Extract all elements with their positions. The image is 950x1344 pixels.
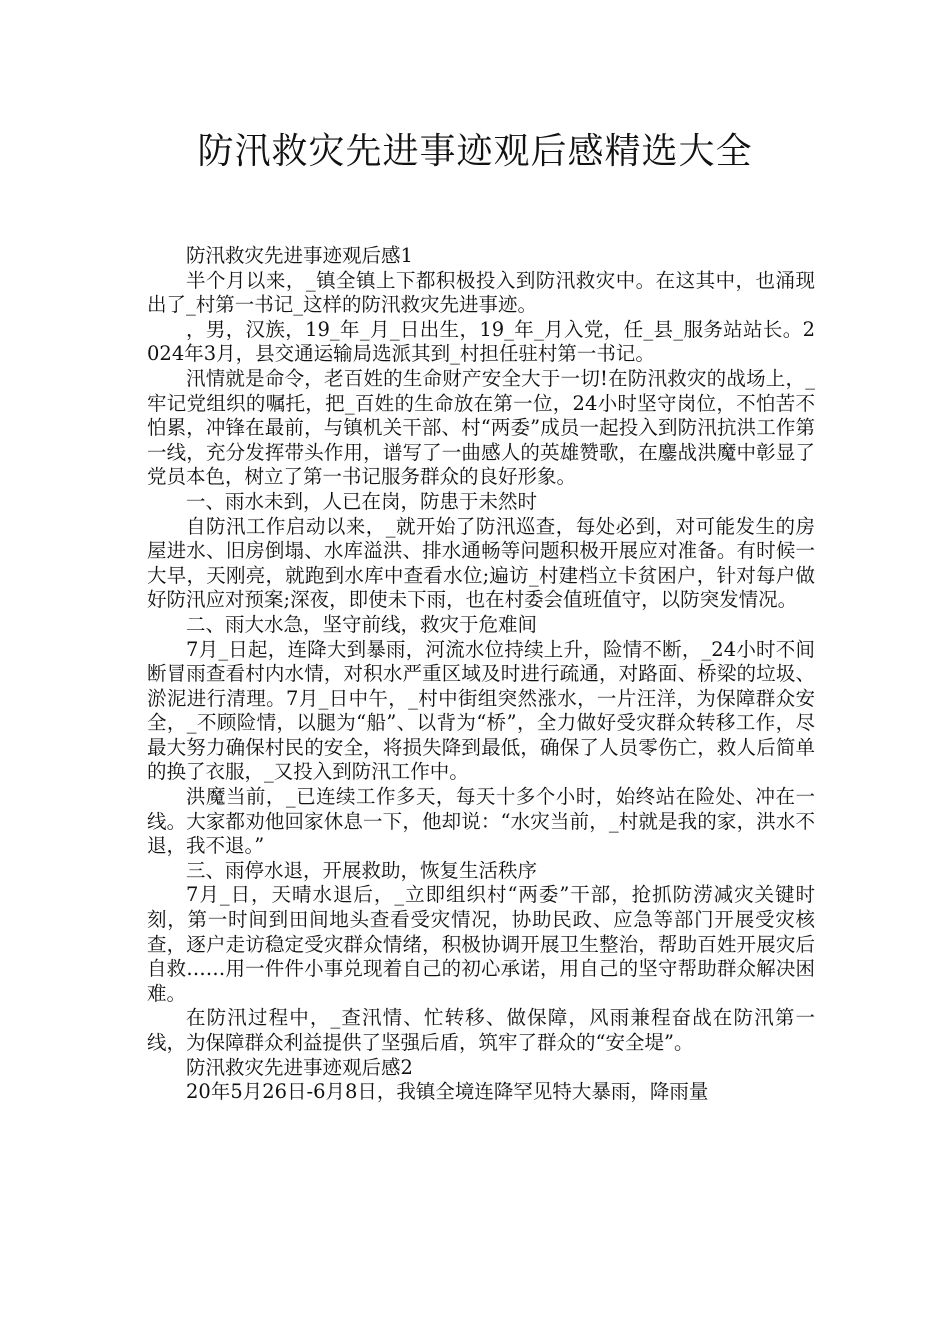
section-heading: 一、雨水未到，人已在岗，防患于未然时 [186, 489, 538, 513]
body-paragraph: 自防汛工作启动以来，_就开始了防汛巡查，每处必到，对可能发生的房屋进水、旧房倒塌、水库溢洪、排水通畅等问题积极开展应对准备。有时候一大早，天刚亮，就跑到水库中查看水位;遍访_村建档立卡贫困户，针对每户做好防汛应对预案;深夜，即使未下雨，也在村委会值班值守，以防突发情况。 [147, 514, 815, 612]
body-paragraph: 20年5月26日-6月8日，我镇全境连降罕见特大暴雨，降雨量 [186, 1080, 709, 1104]
body-paragraph: 7月_日起，连降大到暴雨，河流水位持续上升，险情不断，_24小时不间断冒雨查看村内水情，对积水严重区域及时进行疏通，对路面、桥梁的垃圾、淤泥进行清理。7月_日中午，_村中街组突然涨水，一片汪洋，为保障群众安全，_不顾险情，以腿为“船”、以背为“桥”，全力做好受灾群众转移工作，尽最大努力确保村民的安全，将损失降到最低，确保了人员零伤亡，救人后简单的换了衣服，_又投入到防汛工作中。 [147, 637, 815, 784]
body-paragraph: 半个月以来，_镇全镇上下都积极投入到防汛救灾中。在这其中，也涌现出了_村第一书记_这样的防汛救灾先进事迹。 [147, 268, 815, 317]
document-body [147, 244, 815, 1105]
section-heading: 二、雨大水急，坚守前线，救灾于危难间 [186, 612, 538, 636]
body-paragraph: 在防汛过程中，_查汛情、忙转移、做保障，风雨兼程奋战在防汛第一线，为保障群众利益提供了坚强后盾，筑牢了群众的“安全堤”。 [147, 1006, 815, 1054]
section-heading: 三、雨停水退，开展救助，恢复生活秩序 [186, 858, 538, 882]
body-paragraph: 洪魔当前，_已连续工作多天，每天十多个小时，始终站在险处、冲在一线。大家都劝他回家休息一下，他却说：“水灾当前，_村就是我的家，洪水不退，我不退。” [147, 785, 815, 858]
body-paragraph: ，男，汉族，19_年_月_日出生，19_年_月入党，任_县_服务站站长。2024年3月，县交通运输局选派其到_村担任驻村第一书记。 [147, 317, 815, 366]
section-heading: 防汛救灾先进事迹观后感1 [186, 244, 413, 267]
section-heading: 防汛救灾先进事迹观后感2 [186, 1055, 413, 1079]
body-paragraph: 7月_日，天晴水退后，_立即组织村“两委”干部，抢抓防涝减灾关键时刻，第一时间到田间地头查看受灾情况，协助民政、应急等部门开展受灾核查，逐户走访稳定受灾群众情绪，积极协调开展卫生整治，帮助百姓开展灾后自救……用一件件小事兑现着自己的初心承诺，用自己的坚守帮助群众解决困难。 [147, 883, 815, 1005]
document-title: 防汛救灾先进事迹观后感精选大全 [197, 131, 753, 172]
body-paragraph: 汛情就是命令，老百姓的生命财产安全大于一切!在防汛救灾的战场上，_牢记党组织的嘱托，把_百姓的生命放在第一位，24小时坚守岗位，不怕苦不怕累，冲锋在最前，与镇机关干部、村“两委”成员一起投入到防汛抗洪工作第一线，充分发挥带头作用，谱写了一曲感人的英雄赞歌，在鏖战洪魔中彰显了党员本色，树立了第一书记服务群众的良好形象。 [147, 366, 815, 489]
